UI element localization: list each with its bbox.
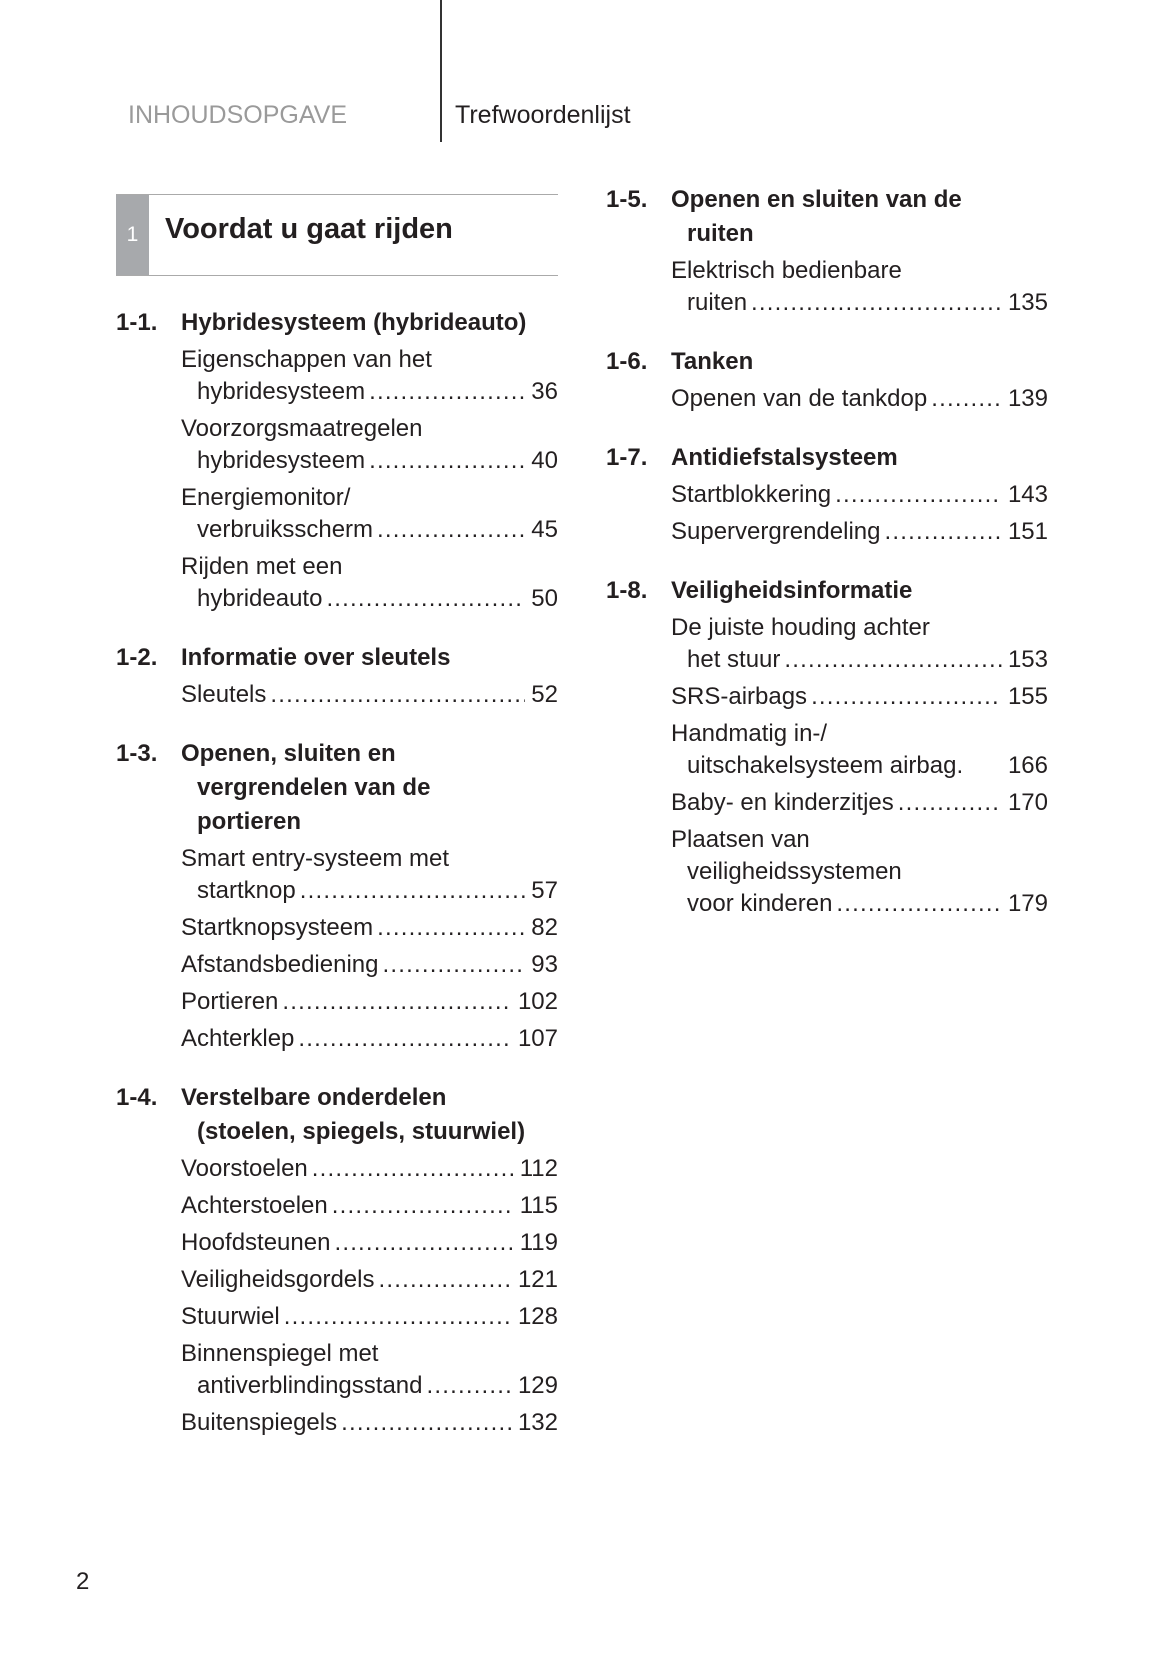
- toc-entry[interactable]: [606, 787, 1048, 819]
- dot-leader: [312, 1153, 514, 1185]
- section-heading[interactable]: [116, 1081, 558, 1149]
- entry-text: Voorstoelen: [181, 1155, 308, 1182]
- section-title: [671, 345, 1048, 379]
- section-title-line: Informatie over sleutels: [181, 644, 451, 671]
- section-heading[interactable]: [116, 306, 558, 340]
- chapter-title: Voordat u gaat rijden: [165, 213, 453, 245]
- dot-leader: [332, 1190, 514, 1222]
- toc-entry[interactable]: [606, 681, 1048, 713]
- section-number: 1-1.: [116, 309, 158, 336]
- entry-page-number[interactable]: 82: [531, 914, 558, 941]
- section-number: 1-7.: [606, 444, 648, 471]
- entry-text: uitschakelsysteem airbag.: [687, 752, 964, 779]
- chapter-header: [116, 194, 558, 276]
- toc-section: [116, 641, 558, 711]
- entry-text: Baby- en kinderzitjes: [671, 789, 894, 816]
- entry-text-line: Handmatig in-/: [671, 720, 828, 747]
- section-title: [671, 574, 1048, 608]
- toc-entry[interactable]: [116, 1227, 558, 1259]
- toc-section: [116, 737, 558, 1055]
- section-title-line: Antidiefstalsysteem: [671, 444, 898, 471]
- section-title: [671, 441, 1048, 475]
- entry-text-line: Elektrisch bedienbare: [671, 257, 902, 284]
- section-heading[interactable]: [606, 345, 1048, 379]
- dot-leader: [751, 287, 1002, 319]
- section-title: [671, 183, 1048, 251]
- entry-page-number[interactable]: 155: [1007, 683, 1048, 710]
- toc-entry[interactable]: [606, 824, 1048, 920]
- toc-entry[interactable]: [116, 843, 558, 907]
- entry-page-number[interactable]: 143: [1007, 481, 1048, 508]
- section-heading[interactable]: [606, 441, 1048, 475]
- toc-entry[interactable]: [116, 679, 558, 711]
- section-title-line: Tanken: [671, 348, 754, 375]
- tab-inhoudsopgave[interactable]: INHOUDSOPGAVE: [128, 101, 348, 129]
- section-number: 1-8.: [606, 577, 648, 604]
- section-number: 1-4.: [116, 1084, 158, 1111]
- toc-entry[interactable]: [116, 482, 558, 546]
- section-title: [181, 1081, 558, 1149]
- dot-leader: [298, 1023, 512, 1055]
- toc-section: [116, 306, 558, 615]
- entry-text: Startblokkering: [671, 481, 832, 508]
- entry-page-number[interactable]: 50: [531, 585, 558, 612]
- toc-section: [606, 183, 1048, 319]
- toc-entry[interactable]: [606, 255, 1048, 319]
- toc-section: [606, 345, 1048, 415]
- entry-text: startknop: [197, 877, 296, 904]
- section-title-line: Verstelbare onderdelen: [181, 1084, 447, 1111]
- entry-text-line: De juiste houding achter: [671, 614, 930, 641]
- toc-entry[interactable]: [116, 912, 558, 944]
- entry-page-number[interactable]: 121: [517, 1266, 558, 1293]
- section-title: [181, 737, 558, 839]
- toc-column-right: [606, 183, 1048, 946]
- entry-text: Openen van de tankdop: [671, 385, 928, 412]
- entry-page-number[interactable]: 115: [519, 1192, 558, 1219]
- section-heading[interactable]: [116, 641, 558, 675]
- toc-entry[interactable]: [116, 1301, 558, 1333]
- entry-page-number[interactable]: 57: [531, 877, 558, 904]
- section-heading[interactable]: [116, 737, 558, 839]
- entry-page-number[interactable]: 151: [1007, 518, 1048, 545]
- dot-leader: [270, 679, 525, 711]
- dot-leader: [284, 1301, 512, 1333]
- entry-text-line: Rijden met een: [181, 553, 343, 580]
- dot-leader: [377, 912, 525, 944]
- page-number: 2: [76, 1568, 90, 1595]
- dot-leader: [341, 1407, 512, 1439]
- dot-leader: [369, 376, 525, 408]
- toc-section: [606, 574, 1048, 920]
- entry-page-number[interactable]: 170: [1007, 789, 1048, 816]
- toc-entry[interactable]: [116, 551, 558, 615]
- entry-text: Buitenspiegels: [181, 1409, 338, 1436]
- toc-entry[interactable]: [116, 1407, 558, 1439]
- toc-section: [116, 1081, 558, 1439]
- entry-text: Stuurwiel: [181, 1303, 280, 1330]
- dot-leader: [369, 445, 525, 477]
- toc-entry[interactable]: [606, 612, 1048, 676]
- entry-text: ruiten: [687, 289, 748, 316]
- entry-page-number[interactable]: 132: [517, 1409, 558, 1436]
- dot-leader: [282, 986, 512, 1018]
- entry-text: Portieren: [181, 988, 279, 1015]
- dot-leader: [811, 681, 1002, 713]
- entry-page-number[interactable]: 93: [531, 951, 558, 978]
- entry-text-line: Eigenschappen van het: [181, 346, 432, 373]
- tab-trefwoordenlijst[interactable]: Trefwoordenlijst: [455, 101, 631, 129]
- section-title: [181, 641, 558, 675]
- entry-text-line: Smart entry-systeem met: [181, 845, 450, 872]
- dot-leader: [884, 516, 1001, 548]
- dot-leader: [382, 949, 525, 981]
- toc-entry[interactable]: [116, 986, 558, 1018]
- entry-text: Startknopsysteem: [181, 914, 374, 941]
- toc-entry[interactable]: [606, 383, 1048, 415]
- entry-page-number[interactable]: 36: [531, 378, 558, 405]
- entry-text: Veiligheidsgordels: [181, 1266, 375, 1293]
- entry-text: hybrideauto: [197, 585, 323, 612]
- entry-page-number[interactable]: 139: [1007, 385, 1048, 412]
- entry-text-line: Plaatsen van: [671, 826, 810, 853]
- entry-text: Hoofdsteunen: [181, 1229, 331, 1256]
- entry-page-number[interactable]: 153: [1007, 646, 1048, 673]
- section-title-line: Veiligheidsinformatie: [671, 577, 913, 604]
- toc-entry[interactable]: [116, 413, 558, 477]
- entry-text: SRS-airbags: [671, 683, 808, 710]
- entry-text-line: Voorzorgsmaatregelen: [181, 415, 423, 442]
- entry-text-line: Energiemonitor/: [181, 484, 351, 511]
- entry-text: Achterklep: [181, 1025, 295, 1052]
- entry-page-number[interactable]: 179: [1007, 890, 1048, 917]
- entry-page-number[interactable]: 119: [519, 1229, 558, 1256]
- section-title-line: vergrendelen van de: [197, 774, 431, 801]
- section-heading[interactable]: [606, 574, 1048, 608]
- dot-leader: [326, 583, 525, 615]
- chapter-number-badge: 1: [116, 195, 149, 275]
- toc-section: [606, 441, 1048, 548]
- entry-page-number[interactable]: 135: [1007, 289, 1048, 316]
- toc-entry[interactable]: [116, 1264, 558, 1296]
- section-heading[interactable]: [606, 183, 1048, 251]
- toc-entry[interactable]: [606, 718, 1048, 782]
- entry-page-number[interactable]: 112: [519, 1155, 558, 1182]
- section-number: 1-5.: [606, 186, 648, 213]
- dot-leader: [426, 1370, 511, 1402]
- dot-leader: [334, 1227, 513, 1259]
- section-title-line: Openen, sluiten en: [181, 740, 396, 767]
- entry-text-line: Binnenspiegel met: [181, 1340, 379, 1367]
- entry-text: hybridesysteem: [197, 378, 366, 405]
- entry-page-number[interactable]: 52: [531, 681, 558, 708]
- section-title-line: (stoelen, spiegels, stuurwiel): [197, 1118, 526, 1145]
- entry-page-number[interactable]: 128: [517, 1303, 558, 1330]
- dot-leader: [931, 383, 1002, 415]
- entry-text: Achterstoelen: [181, 1192, 328, 1219]
- entry-page-number[interactable]: 107: [517, 1025, 558, 1052]
- entry-page-number[interactable]: 166: [1007, 752, 1048, 779]
- entry-text: Supervergrendeling: [671, 518, 881, 545]
- entry-text: Sleutels: [181, 681, 267, 708]
- section-number: 1-6.: [606, 348, 648, 375]
- toc-column-left: [116, 306, 558, 1465]
- toc-entry[interactable]: [116, 1190, 558, 1222]
- section-title-line: Hybridesysteem (hybrideauto): [181, 309, 527, 336]
- dot-leader: [836, 888, 1002, 920]
- dot-leader: [300, 875, 526, 907]
- entry-text: antiverblindingsstand: [197, 1372, 423, 1399]
- dot-leader: [784, 644, 1002, 676]
- toc-entry[interactable]: [606, 516, 1048, 548]
- toc-entry[interactable]: [116, 1023, 558, 1055]
- entry-text: voor kinderen: [687, 890, 833, 917]
- entry-text-line: veiligheidssystemen: [687, 858, 902, 885]
- dot-leader: [377, 514, 525, 546]
- section-number: 1-3.: [116, 740, 158, 767]
- section-title-line: portieren: [197, 808, 302, 835]
- dot-leader: [835, 479, 1002, 511]
- entry-text: verbruiksscherm: [197, 516, 374, 543]
- section-number: 1-2.: [116, 644, 158, 671]
- toc-entry[interactable]: [116, 344, 558, 408]
- entry-text: Afstandsbediening: [181, 951, 379, 978]
- entry-page-number[interactable]: 129: [517, 1372, 558, 1399]
- header-divider: [440, 0, 442, 142]
- entry-page-number[interactable]: 102: [517, 988, 558, 1015]
- dot-leader: [378, 1264, 511, 1296]
- entry-text: hybridesysteem: [197, 447, 366, 474]
- toc-entry[interactable]: [116, 1153, 558, 1185]
- entry-page-number[interactable]: 40: [531, 447, 558, 474]
- toc-entry[interactable]: [116, 1338, 558, 1402]
- section-title-line: ruiten: [687, 220, 754, 247]
- section-title: [181, 306, 558, 340]
- entry-text: het stuur: [687, 646, 781, 673]
- toc-entry[interactable]: [116, 949, 558, 981]
- dot-leader: [898, 787, 1002, 819]
- toc-entry[interactable]: [606, 479, 1048, 511]
- entry-page-number[interactable]: 45: [531, 516, 558, 543]
- section-title-line: Openen en sluiten van de: [671, 186, 962, 213]
